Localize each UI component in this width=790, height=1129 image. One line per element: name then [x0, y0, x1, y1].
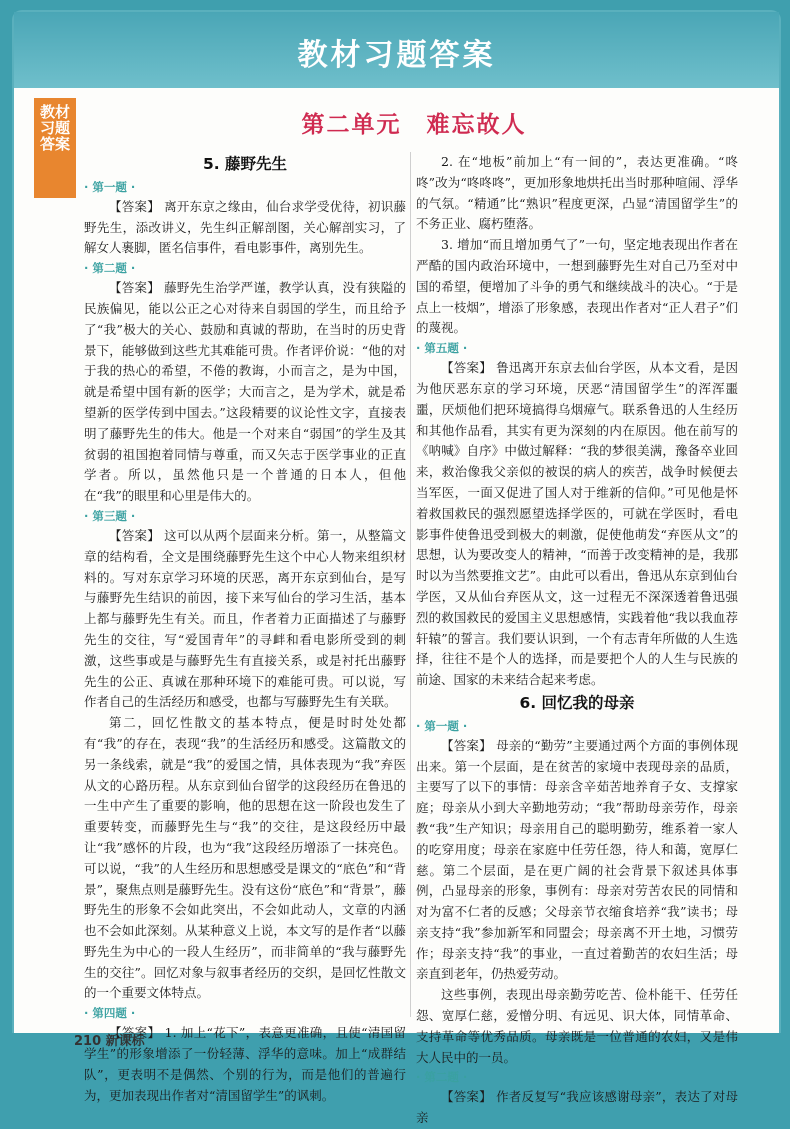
right-column [416, 152, 738, 1129]
answer-1: 【答案】 离开东京之缘由，仙台求学受优待，初识藤野先生，添改讲义，先生纠正解剖图，关心解剖实习，了解女人裹脚，匿名信事件，看电影事件，离别先生。 [84, 198, 406, 256]
question-heading-6-1: · 第一题 · [416, 718, 468, 733]
question-heading-5: · 第五题 · [416, 341, 468, 356]
answer-4: 【答案】 1. 加上“花下”，表意更准确，且使“清国留学生”的形象增添了一份轻薄、浮华的意味。加上“成群结队”，更表明不是偶然、个别的行为，而是他们的普遍行为，更加表现出作者对“清国留学生”的讽刺。 [84, 1025, 406, 1103]
question-heading-3: · 第三题 · [84, 508, 136, 523]
page-footer: 210 新课标 [74, 1034, 145, 1049]
answer-6-2: 【答案】 作者反复写“我应该感谢母亲”，表达了对母亲 [416, 1089, 738, 1126]
section-title-6: 6. 回忆我的母亲 [519, 693, 635, 712]
answer-4-part2: 2. 在“地板”前加上“有一间的”，表达更准确。“咚咚”改为“咚咚咚”，更加形象地烘托出当时那种喧闹、浮华的气氛。“精通”比“熟识”程度更深，凸显“清国留学生”的不务正业、腐朽堕落。 [416, 154, 738, 232]
answer-5: 【答案】 鲁迅离开东京去仙台学医，从本文看，是因为他厌恶东京的学习环境，厌恶“清国留学生”的浑浑噩噩，厌烦他们把环境搞得乌烟瘴气。联系鲁迅的人生经历和其他作品看，其实有更为深刻的内在原因。他在前写的《呐喊》自序》中做过解释：“我的梦很美满，豫备卒业回来，救治像我父亲似的被误的病人的疾苦，战争时候便去当军医，一面又促进了国人对于维新的信仰。”可见他是怀着救国救民的强烈愿望选择学医的，可就在学医时，看电影事件使鲁迅受到极大的刺激，促使他萌发“弃医从文”的思想，认为要改变人的精神，“而善于改变精神的是，我那时以为当然要推文艺”。由此可以看出，鲁迅从东京到仙台学医，又从仙台弃医从文，这一过程无不深深透着鲁迅强烈的救国救民的爱国主义思想感情，实践着他“我以我血荐轩辕”的誓言。我们要认识到，一个有志青年所做的人生选择，往往不是个人的选择，而是要把个人的人生与民族的前途、国家的未来结合起来考虑。 [416, 360, 738, 688]
left-column [84, 152, 406, 1106]
unit-title: 第二单元 难忘故人 [301, 112, 527, 138]
page [12, 10, 781, 1126]
answer-2: 【答案】 藤野先生治学严谨，教学认真，没有狭隘的民族偏见，能以公正之心对待来自弱国的学生，而且给予了“我”极大的关心、鼓励和真诚的帮助，在当时的历史背景下，能够做到这些尤其难能可贵。作者评价说：“他的对于我的热心的希望，不倦的教诲，小而言之，是为中国，就是希望中国有新的医学；大而言之，是为学术，就是希望新的医学传到中国去。”这段精要的议论性文字，直接表明了藤野先生的伟大。他是一个对来自“弱国”的学生及其贫弱的祖国抱着同情与尊重，而又矢志于医学事业的正直学者。所以，虽然他只是一个普通的日本人，但他在“我”的眼里和心里是伟大的。 [84, 280, 406, 504]
answer-4-part3: 3. 增加“而且增加勇气了”一句，坚定地表现出作者在严酷的国内政治环境中，一想到藤野先生对自己乃至对中国的希望，便增加了斗争的勇气和继续战斗的决心。“于是点上一枝烟”，增添了形象感，表现出作者对“正人君子”们的蔑视。 [416, 237, 738, 336]
answer-6-1: 【答案】 母亲的“勤劳”主要通过两个方面的事例体现出来。第一个层面，是在贫苦的家境中表现母亲的品质，主要写了以下的事情：母亲含辛茹苦地养育子女、支撑家庭；母亲从小到大辛勤地劳动；“我”帮助母亲劳作，母亲教“我”生产知识；母亲用自己的聪明勤劳，维系着一家人的吃穿用度；母亲在家庭中任劳任怨，待人和蔼，宽厚仁慈。第二个层面，是在更广阔的社会背景下叙述具体事例，凸显母亲的形象，事例有：母亲对劳苦农民的同情和对为富不仁者的反感；父母亲节衣缩食培养“我”读书；母亲支持“我”参加新军和同盟会；母亲离不开土地，习惯劳作；母亲支持“我”的事业，一直过着勤苦的农妇生活；母亲直到老年，仍热爱劳动。 [416, 737, 738, 982]
column-divider [410, 152, 411, 1017]
section-title-5: 5. 藤野先生 [202, 155, 288, 173]
side-tab: 教材习题答案 [34, 98, 76, 198]
banner [14, 12, 779, 88]
question-heading-4: · 第四题 · [84, 1006, 136, 1021]
answer-6-1-part2: 这些事例，表现出母亲勤劳吃苦、俭朴能干、任劳任怨、宽厚仁慈，爱憎分明、有远见、识大体，同情革命、支持革命等优秀品质。母亲既是一位普通的农妇，又是伟大人民中的一员。 [416, 987, 738, 1065]
question-heading-1: · 第一题 · [84, 179, 136, 194]
question-heading-2: · 第二题 · [84, 261, 136, 276]
answer-3: 【答案】 这可以从两个层面来分析。第一，从整篇文章的结构看，全文是围绕藤野先生这个中心人物来组织材料的。写对东京学习环境的厌恶，离开东京到仙台，是写与藤野先生结识的前因，接下来写仙台的学习生活，基本上都与藤野先生有关。而且，作者着力正面描述了与藤野先生的交往，写“爱国青年”的寻衅和看电影所受到的刺激，这些事或是与藤野先生有直接关系，或是衬托出藤野先生的公正、真诚在那种环境下的难能可贵。可以说，写作者自己的生活经历和感受，也都与写藤野先生有关联。 [84, 527, 406, 710]
answer-3-part2: 第二，回忆性散文的基本特点，便是时时处处都有“我”的存在，表现“我”的生活经历和感受。这篇散文的另一条线索，就是“我”的爱国之情，具体表现为“我”弃医从文的心路历程。从东京到仙台留学的这段经历在鲁迅的一生中产生了重要的影响，他的思想在这一阶段也发生了重要转变，而藤野先生与“我”的交往，是这段经历中最让“我”感怀的片段，也为“我”这段经历增添了一抹亮色。可以说，“我”的人生经历和思想感受是课文的“底色”和“背景”，聚焦点则是藤野先生。没有这份“底色”和“背景”，藤野先生的形象不会如此突出，不会如此动人，文章的内涵也不会如此深刻。从某种意义上说，本文写的是作者“以藤野先生为中心的一段人生经历”，而非简单的“我与藤野先生的交往”。回忆对象与叙事者经历的交织，是回忆性散文的一个重要文体特点。 [84, 715, 406, 1001]
question-heading-6-2: · 第二题 · [416, 1070, 468, 1085]
banner-title: 教材习题答案 [297, 38, 496, 73]
